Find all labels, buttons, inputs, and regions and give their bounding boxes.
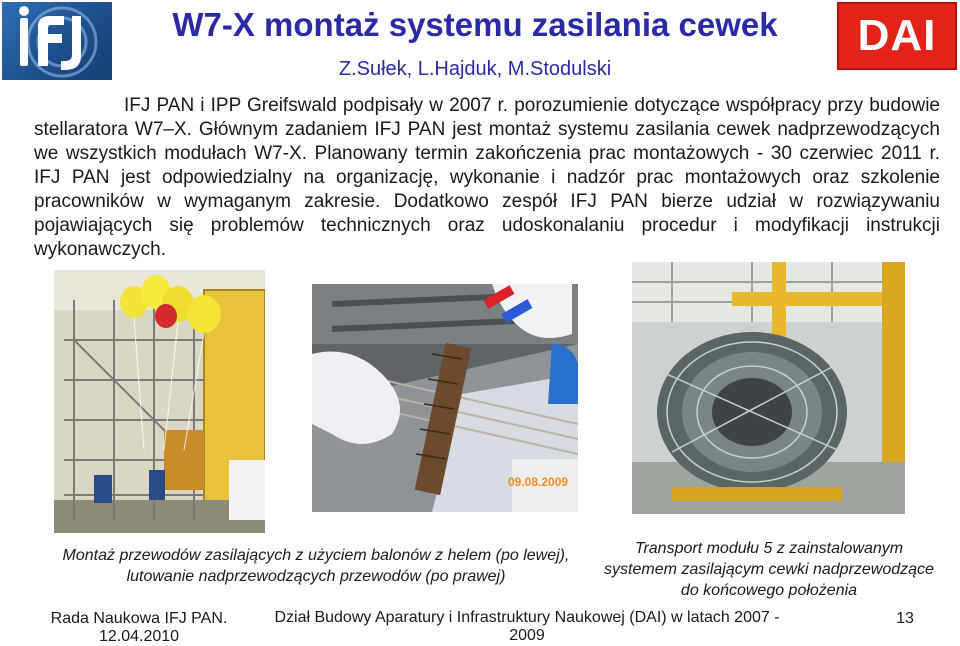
caption-left: Montaż przewodów zasilających z użyciem balonów z helem (po lewej), lutowanie nadprzewodzących przewodów (po prawej) <box>62 547 570 585</box>
page-number: 13 <box>896 610 914 627</box>
dai-badge <box>837 2 957 70</box>
footer-left-line1: Rada Naukowa IFJ PAN. <box>50 610 228 627</box>
footer-left <box>34 610 244 646</box>
photo-module-transport <box>632 262 905 514</box>
footer-center: Dział Budowy Aparatury i Infrastruktury Naukowej (DAI) w latach 2007 - 2009 <box>274 609 780 644</box>
authors-line: Z.Sułek, L.Hajduk, M.Stodulski <box>338 58 612 80</box>
ifj-logo-icon <box>2 2 112 80</box>
photo-date-stamp: 09.08.2009 <box>508 475 569 489</box>
dai-badge-label: DAI <box>857 11 937 60</box>
footer-left-date: 12.04.2010 <box>98 628 180 645</box>
body-paragraph: IFJ PAN i IPP Greifswald podpisały w 2007 r. porozumienie dotyczące współpracy przy budowie stellaratora W7–X. Głównym zadaniem IFJ PAN jest montaż systemu zasilania cewek nadprzewodzących we wszystkich modułach W7-X. Planowany termin zakończenia prac montażowych - 30 czerwiec 2011 r. IFJ PAN jest odpowiedzialny na organizację, wykonanie i nadzór prac montażowych oraz szkolenie pracowników w wymaganym zakresie. Dodatkowo zespół IFJ PAN bierze udział w rozwiązywaniu pojawiających się problemów technicznych oraz udoskonalaniu procedur i modyfikacji instrukcji wykonawczych. <box>34 95 940 260</box>
caption-right: Transport modułu 5 z zainstalowanym systemem zasilającym cewki nadprzewodzące do końcowego położenia <box>604 540 934 599</box>
slide-title: W7-X montaż systemu zasilania cewek <box>172 6 778 43</box>
photo-scaffolding-balloons <box>54 270 265 533</box>
